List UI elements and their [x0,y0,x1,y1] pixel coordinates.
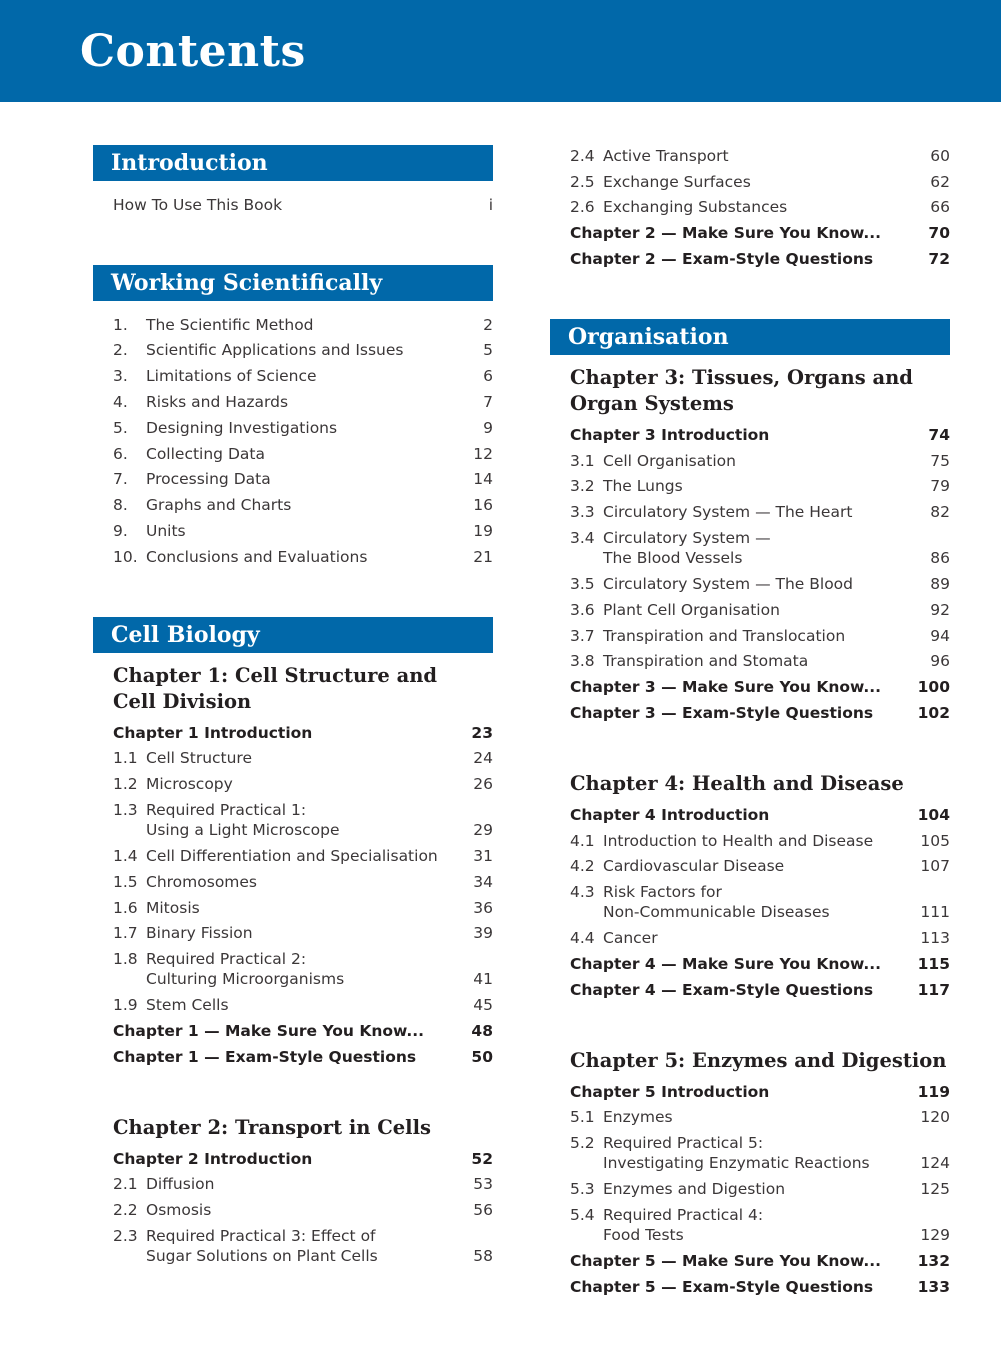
entry-title: Required Practical 5: Investigating Enzymatic Reactions [603,1134,870,1173]
entry-label [570,223,881,243]
toc-entry[interactable] [93,360,493,386]
page-number: 5 [483,341,493,360]
entry-number: 1.4 [113,846,138,865]
entry-label [113,444,265,464]
toc-entry[interactable] [93,438,493,464]
entry-label [113,547,367,567]
page-number: 62 [930,172,950,191]
page-number: 56 [473,1201,493,1220]
entry-number: 5.2 [570,1134,595,1153]
entry-number: 3.1 [570,451,595,470]
entry-title: Circulatory System — The Blood Vessels [603,529,771,568]
toc-entry[interactable] [550,876,950,922]
entry-number: 4.2 [570,857,595,876]
entry-label [570,928,658,948]
entry-label [570,172,751,192]
toc-entry[interactable] [550,851,950,877]
entry-label [113,495,291,515]
entry-number: 10. [113,547,138,566]
chapter-4-title: Chapter 4: Health and Disease [570,771,904,795]
page-number: 34 [473,872,493,891]
entry-label [570,1133,870,1173]
toc-entry-bold[interactable] [550,1271,950,1297]
entry-title: Circulatory System — The Blood [603,574,853,593]
page-number: i [488,195,493,214]
entry-label [113,315,314,335]
toc-entry[interactable] [550,1102,950,1128]
page-number: 115 [917,954,950,973]
entry-number: 1.2 [113,775,138,794]
entry-label [570,502,852,522]
toc-entry[interactable] [93,464,493,490]
toc-entry[interactable] [93,1220,493,1266]
toc-entry[interactable] [93,386,493,412]
toc-entry[interactable] [550,825,950,851]
entry-title: Enzymes and Digestion [603,1180,786,1199]
entry-number: 1.5 [113,872,138,891]
entry-number: 2.6 [570,198,595,217]
entry-title: Chapter 3 Introduction [570,425,770,444]
entry-title: Chapter 4 — Make Sure You Know... [570,954,882,973]
entry-title: Chapter 1 — Exam-Style Questions [113,1047,417,1066]
page-number: 111 [920,903,950,922]
entry-title: Processing Data [146,470,271,489]
entry-title: Mitosis [146,898,200,917]
entry-label [570,1179,785,1199]
entry-number: 4. [113,392,128,411]
entry-label [113,1200,211,1220]
entry-number: 1.3 [113,801,138,820]
toc-entry[interactable] [93,541,493,567]
section-working-scientifically: Working Scientifically [93,265,493,301]
entry-title: Chapter 1 Introduction [113,723,313,742]
page-number: 31 [473,846,493,865]
entry-title: Required Practical 1: Using a Light Microscope [146,801,340,840]
entry-label [113,366,317,386]
chapter-3-title: Chapter 3: Tissues, Organs and Organ Systems [570,365,913,415]
page-number: 92 [930,600,950,619]
entry-title: The Scientific Method [146,315,314,334]
entry-title: Cardiovascular Disease [603,857,785,876]
entry-number: 5.4 [570,1206,595,1225]
entry-title: Chapter 1 — Make Sure You Know... [113,1021,425,1040]
page-number: 75 [930,451,950,470]
entry-title: Risk Factors for Non-Communicable Diseases [603,883,830,922]
entry-title: Chapter 4 Introduction [570,805,770,824]
entry-title: Chapter 2 — Make Sure You Know... [570,224,882,243]
introduction-list [93,181,493,215]
page-number: 12 [473,444,493,463]
entry-number: 1.9 [113,996,138,1015]
entry-label [570,1082,769,1102]
entry-title: Cell Differentiation and Specialisation [146,846,438,865]
entry-label [570,574,853,594]
entry-label [113,1174,214,1194]
toc-entry[interactable] [550,594,950,620]
entry-title: Plant Cell Organisation [603,600,780,619]
page-number: 105 [920,831,950,850]
entry-title: Chapter 5 Introduction [570,1082,770,1101]
entry-number: 3.8 [570,652,595,671]
entry-number: 1.6 [113,898,138,917]
toc-entry-bold[interactable] [93,1015,493,1041]
chapter-1-title: Chapter 1: Cell Structure and Cell Division [113,663,438,713]
toc-entry-bold[interactable] [93,1143,493,1169]
page-number: 14 [473,470,493,489]
page-number: 24 [473,749,493,768]
right-column [550,140,950,1297]
page-number: 48 [471,1021,493,1040]
page-number: 2 [483,315,493,334]
entry-title: Conclusions and Evaluations [146,547,368,566]
entry-label [113,723,312,743]
toc-entry[interactable] [93,412,493,438]
entry-number: 3. [113,367,128,386]
toc-entry-bold[interactable] [550,974,950,1000]
toc-entry-bold[interactable] [550,243,950,269]
toc-entry[interactable] [93,743,493,769]
page-number: 66 [930,198,950,217]
entry-label [113,418,337,438]
entry-title: Required Practical 3: Effect of Sugar Solutions on Plant Cells [146,1227,378,1266]
entry-title: Transpiration and Translocation [603,626,846,645]
toc-entry[interactable] [550,646,950,672]
toc-entry[interactable] [550,922,950,948]
toc-entry[interactable] [550,1199,950,1245]
entry-title: Exchanging Substances [603,198,788,217]
page-number: 102 [917,703,950,722]
entry-label [570,856,784,876]
toc-entry[interactable] [550,192,950,218]
entry-label [570,528,771,568]
contents-header [0,0,1001,102]
page-number: 72 [928,249,950,268]
toc-entry-bold[interactable] [550,948,950,974]
entry-number: 5.3 [570,1180,595,1199]
toc-entry[interactable] [93,989,493,1015]
entry-title: Chapter 4 — Exam-Style Questions [570,980,874,999]
entry-number: 9. [113,521,128,540]
page-number: 53 [473,1175,493,1194]
entry-title: Risks and Hazards [146,392,289,411]
entry-label [570,831,873,851]
page-number: 36 [473,898,493,917]
entry-label [570,677,881,697]
page-number: 100 [917,678,950,697]
entry-title: Required Practical 4: Food Tests [603,1206,764,1245]
page-number: 117 [917,980,950,999]
toc-entry-bold[interactable] [550,1245,950,1271]
entry-title: Chapter 5 — Exam-Style Questions [570,1277,874,1296]
page-number: 16 [473,496,493,515]
entry-label [113,846,438,866]
page-number: 9 [483,418,493,437]
entry-title: Required Practical 2: Culturing Microorganisms [146,950,345,989]
chapter-3-list [550,419,950,723]
entry-title: Designing Investigations [146,418,338,437]
entry-title: How To Use This Book [113,195,283,214]
entry-title: Units [146,521,186,540]
entry-label [113,195,282,215]
section-cell-biology: Cell Biology [93,617,493,653]
entry-label [113,521,186,541]
toc-entry-bold[interactable] [550,1076,950,1102]
entry-title: Transpiration and Stomata [603,652,809,671]
entry-label [113,800,340,840]
entry-label [113,1021,424,1041]
entry-label [570,954,881,974]
entry-number: 2.5 [570,172,595,191]
entry-label [570,805,769,825]
entry-number: 5. [113,418,128,437]
entry-title: Circulatory System — The Heart [603,503,853,522]
entry-title: Chromosomes [146,872,258,891]
entry-number: 2.2 [113,1201,138,1220]
page-number: 60 [930,146,950,165]
toc-entry-bold[interactable] [93,717,493,743]
entry-label [570,476,683,496]
entry-title: Chapter 2 — Exam-Style Questions [570,249,874,268]
entry-number: 4.4 [570,929,595,948]
entry-label [570,980,873,1000]
entry-number: 3.2 [570,477,595,496]
entry-label [570,197,787,217]
chapter-5-list [550,1076,950,1297]
entry-label [113,1149,312,1169]
entry-label [113,923,253,943]
page-number: 26 [473,775,493,794]
toc-entry[interactable] [550,496,950,522]
entry-label [570,249,873,269]
entry-number: 1.1 [113,749,138,768]
chapter-1-list [93,717,493,1067]
toc-entry[interactable] [93,309,493,335]
page-number: 74 [928,425,950,444]
toc-entry-bold[interactable] [550,217,950,243]
entry-label [570,1205,763,1245]
page-title: Contents [80,26,306,77]
entry-number: 7. [113,470,128,489]
entry-label [113,340,403,360]
entry-label [113,898,200,918]
page-number: 89 [930,574,950,593]
entry-label [113,995,229,1015]
toc-entry[interactable] [93,1169,493,1195]
page-number: 94 [930,626,950,645]
page-number: 58 [473,1247,493,1266]
page-number: 50 [471,1047,493,1066]
entry-title: Cell Structure [146,749,253,768]
entry-label [570,600,780,620]
toc-entry[interactable] [93,489,493,515]
entry-label [113,774,233,794]
entry-title: Limitations of Science [146,367,317,386]
entry-number: 1. [113,315,128,334]
page-number: 21 [473,547,493,566]
entry-label [570,451,736,471]
toc-entry[interactable] [93,892,493,918]
page-number: 125 [920,1180,950,1199]
chapter-2-list [93,1143,493,1266]
entry-label [570,1107,673,1127]
toc-entry[interactable] [93,943,493,989]
toc-entry-bold[interactable] [550,799,950,825]
page-number: 82 [930,503,950,522]
entry-number: 6. [113,444,128,463]
toc-entry[interactable] [93,189,493,215]
toc-entry-bold[interactable] [550,419,950,445]
entry-title: Active Transport [603,146,729,165]
entry-number: 3.4 [570,529,595,548]
toc-entry[interactable] [93,794,493,840]
entry-number: 3.7 [570,626,595,645]
page-number: 119 [917,1082,950,1101]
entry-label [113,469,271,489]
working-scientifically-list [93,309,493,567]
entry-title: Scientific Applications and Issues [146,341,404,360]
entry-title: Diffusion [146,1175,215,1194]
page-number: 124 [920,1154,950,1173]
page-number: 52 [471,1149,493,1168]
entry-number: 3.5 [570,574,595,593]
entry-title: Graphs and Charts [146,496,292,515]
toc-entry[interactable] [550,445,950,471]
entry-label [113,748,252,768]
chapter-4-list [550,799,950,1000]
toc-entry[interactable] [550,1127,950,1173]
entry-title: Exchange Surfaces [603,172,751,191]
page-number: 39 [473,924,493,943]
page-number: 79 [930,477,950,496]
entry-label [570,1251,881,1271]
toc-entry[interactable] [550,166,950,192]
entry-number: 3.6 [570,600,595,619]
chapter-2-continued-list [550,140,950,269]
section-introduction: Introduction [93,145,493,181]
entry-label [570,1277,873,1297]
page-number: 23 [471,723,493,742]
entry-title: Chapter 3 — Exam-Style Questions [570,703,874,722]
entry-title: Introduction to Health and Disease [603,831,874,850]
page-number: 7 [483,392,493,411]
toc-entry[interactable] [93,515,493,541]
entry-title: Chapter 3 — Make Sure You Know... [570,678,882,697]
entry-number: 2.1 [113,1175,138,1194]
toc-entry[interactable] [93,1194,493,1220]
page-number: 6 [483,367,493,386]
toc-entry-bold[interactable] [93,1041,493,1067]
entry-title: Osmosis [146,1201,212,1220]
toc-entry[interactable] [93,840,493,866]
entry-number: 8. [113,496,128,515]
toc-entry[interactable] [550,522,950,568]
entry-title: Stem Cells [146,996,229,1015]
page-number: 104 [917,805,950,824]
entry-title: The Lungs [603,477,683,496]
entry-label [113,392,288,412]
entry-label [570,651,808,671]
entry-title: Binary Fission [146,924,253,943]
toc-entry[interactable] [93,768,493,794]
toc-entry[interactable] [550,620,950,646]
page-number: 133 [917,1277,950,1296]
entry-number: 2. [113,341,128,360]
entry-number: 1.8 [113,950,138,969]
entry-label [570,626,845,646]
entry-number: 2.3 [113,1227,138,1246]
entry-title: Cancer [603,929,658,948]
entry-number: 5.1 [570,1108,595,1127]
toc-entry[interactable] [550,568,950,594]
entry-label [570,882,830,922]
toc-entry-bold[interactable] [550,697,950,723]
entry-title: Microscopy [146,775,233,794]
page-number: 41 [473,970,493,989]
entry-title: Cell Organisation [603,451,736,470]
page-number: 70 [928,224,950,243]
page-number: 86 [930,549,950,568]
entry-label [113,1047,416,1067]
toc-entry[interactable] [93,335,493,361]
page-number: 129 [920,1226,950,1245]
entry-number: 2.4 [570,146,595,165]
entry-title: Chapter 5 — Make Sure You Know... [570,1251,882,1270]
entry-number: 4.1 [570,831,595,850]
toc-entry[interactable] [550,140,950,166]
left-column [93,145,493,1266]
entry-label [570,703,873,723]
page-number: 29 [473,821,493,840]
page-number: 96 [930,652,950,671]
entry-title: Enzymes [603,1108,673,1127]
entry-label [113,872,257,892]
entry-number: 1.7 [113,924,138,943]
page-number: 120 [920,1108,950,1127]
page-number: 107 [920,857,950,876]
entry-label [570,425,769,445]
page-number: 113 [920,929,950,948]
entry-label [113,949,344,989]
toc-entry[interactable] [93,866,493,892]
section-organisation: Organisation [550,319,950,355]
toc-entry[interactable] [550,1173,950,1199]
page-number: 132 [917,1251,950,1270]
entry-label [570,146,729,166]
entry-title: Chapter 2 Introduction [113,1149,313,1168]
entry-label [113,1226,378,1266]
chapter-2-title: Chapter 2: Transport in Cells [113,1115,431,1139]
toc-entry-bold[interactable] [550,671,950,697]
chapter-5-title: Chapter 5: Enzymes and Digestion [570,1048,947,1072]
page-number: 45 [473,996,493,1015]
entry-number: 3.3 [570,503,595,522]
entry-number: 4.3 [570,883,595,902]
toc-entry[interactable] [550,471,950,497]
page-number: 19 [473,521,493,540]
toc-entry[interactable] [93,918,493,944]
entry-title: Collecting Data [146,444,265,463]
